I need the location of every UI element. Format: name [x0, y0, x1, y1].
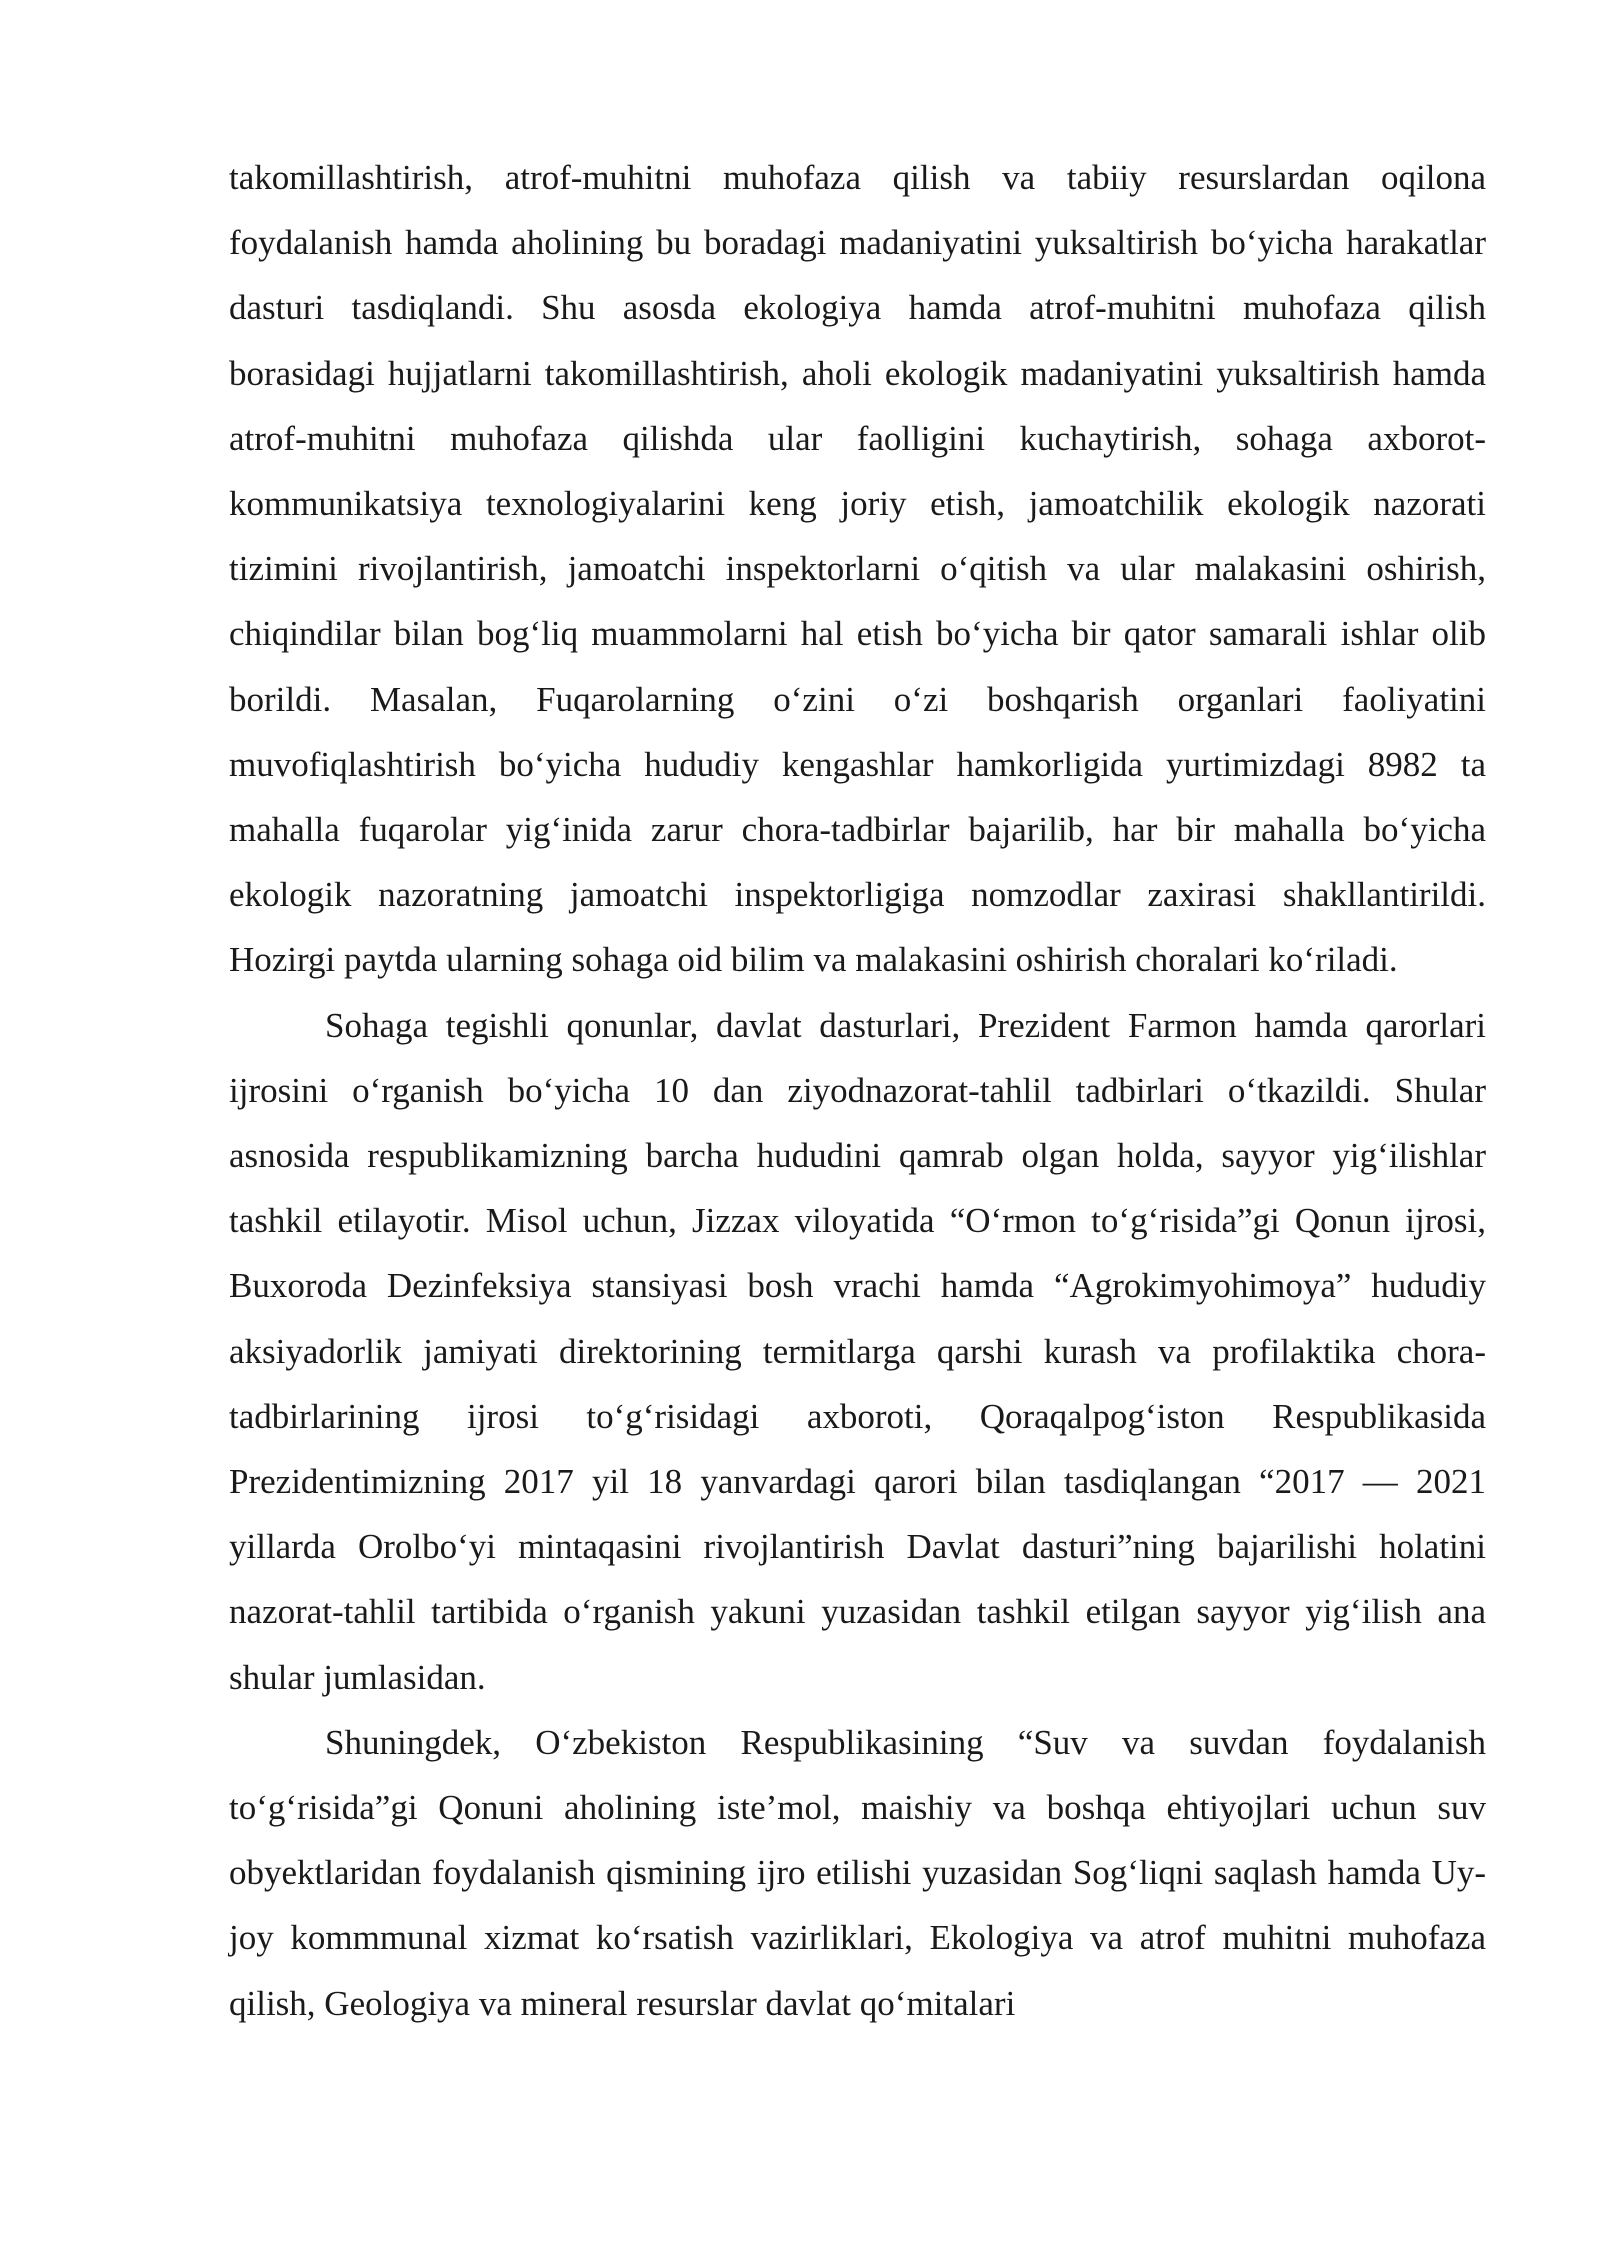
paragraph-laws-review: Sohaga tegishli qonunlar, davlat dasturlari, Prezident Farmon hamda qarorlari ijrosini o‘rganish bo‘yicha 10 dan ziyodnazorat-tahlil tadbirlari o‘tkazildi. Shular asnosida respublikamizning barcha hududini qamrab olgan holda, sayyor yig‘ilishlar tashkil etilayotir. Misol uchun, Jizzax viloyatida “O‘rmon to‘g‘risida”gi Qonun ijrosi, Buxoroda Dezinfeksiya stansiyasi bosh vrachi hamda “Agrokimyohimoya” hududiy aksiyadorlik jamiyati direktorining termitlarga qarshi kurash va profilaktika chora-tadbirlarining ijrosi to‘g‘risidagi axboroti, Qoraqalpog‘iston Respublikasida Prezidentimizning 2017 yil 18 yanvardagi qarori bilan tasdiqlangan “2017 — 2021 yillarda Orolbo‘yi mintaqasini rivojlantirish Davlat dasturi”ning bajarilishi holatini nazorat-tahlil tartibida o‘rganish yakuni yuzasidan tashkil etilgan sayyor yig‘ilish ana shular jumlasidan.: [229, 1005, 1486, 1697]
document-body: [229, 145, 1486, 2036]
paragraph-water-law: Shuningdek, O‘zbekiston Respublikasining “Suv va suvdan foydalanish to‘g‘risida”gi Qonuni aholining iste’mol, maishiy va boshqa ehtiyojlari uchun suv obyektlaridan foydalanish qismining ijro etilishi yuzasidan Sog‘liqni saqlash hamda Uy-joy kommmunal xizmat ko‘rsatish vazirliklari, Ekologiya va atrof muhitni muhofaza qilish, Geologiya va mineral resurslar davlat qo‘mitalari: [229, 1722, 1486, 2023]
paragraph-continuation: takomillashtirish, atrof-muhitni muhofaza qilish va tabiiy resurslardan oqilona foydalanish hamda aholining bu boradagi madaniyatini yuksaltirish bo‘yicha harakatlar dasturi tasdiqlandi. Shu asosda ekologiya hamda atrof-muhitni muhofaza qilish borasidagi hujjatlarni takomillashtirish, aholi ekologik madaniyatini yuksaltirish hamda atrof-muhitni muhofaza qilishda ular faolligini kuchaytirish, sohaga axborot-kommunikatsiya texnologiyalarini keng joriy etish, jamoatchilik ekologik nazorati tizimini rivojlantirish, jamoatchi inspektorlarni o‘qitish va ular malakasini oshirish, chiqindilar bilan bog‘liq muammolarni hal etish bo‘yicha bir qator samarali ishlar olib borildi. Masalan, Fuqarolarning o‘zini o‘zi boshqarish organlari faoliyatini muvofiqlashtirish bo‘yicha hududiy kengashlar hamkorligida yurtimizdagi 8982 ta mahalla fuqarolar yig‘inida zarur chora-tadbirlar bajarilib, har bir mahalla bo‘yicha ekologik nazoratning jamoatchi inspektorligiga nomzodlar zaxirasi shakllantirildi. Hozirgi paytda ularning sohaga oid bilim va malakasini oshirish choralari ko‘riladi.: [229, 158, 1486, 980]
